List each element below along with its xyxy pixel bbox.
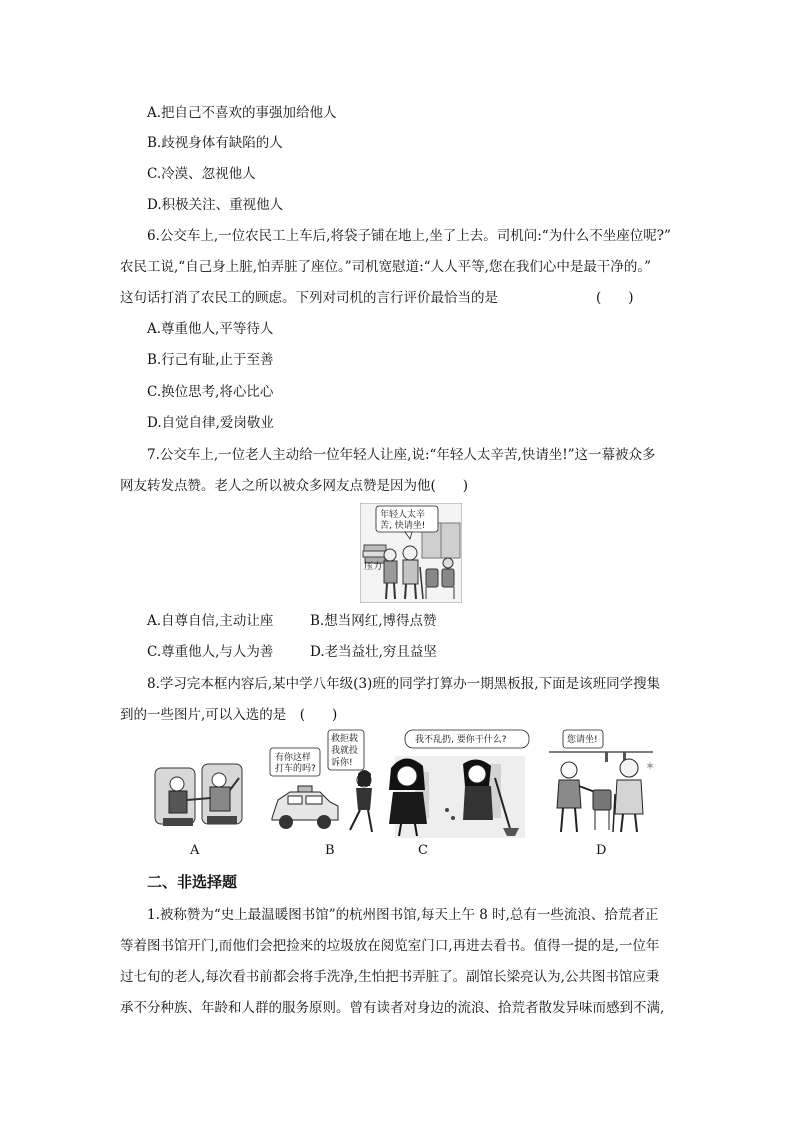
- q7-option-a: A.自尊自信,主动让座: [147, 613, 274, 629]
- q7-option-d: D.老当益壮,穷且益坚: [310, 644, 437, 660]
- q8-b-bubble2-line-3: 诉你!: [331, 758, 353, 768]
- q6-option-a: A.尊重他人,平等待人: [147, 321, 274, 337]
- q8-b-bubble2-line-1: 救拒载: [331, 734, 359, 744]
- q6-answer-paren: ( ): [596, 290, 634, 306]
- q7-stem-line-1: 7.公交车上,一位老人主动给一位年轻人让座,说:“年轻人太辛苦,快请坐!”这一幕被众多: [147, 447, 656, 463]
- q5-option-d: D.积极关注、重视他人: [147, 197, 284, 213]
- q6-option-d: D.自觉自律,爱岗敬业: [147, 415, 274, 431]
- q8-picture-b: [266, 728, 384, 838]
- q8-caption-d: D: [596, 843, 607, 858]
- q8-stem-line-1: 8.学习完本框内容后,某中学八年级(3)班的同学打算办一期黑板报,下面是该班同学搜集: [147, 676, 661, 692]
- q6-option-b: B.行己有耻,止于至善: [147, 352, 274, 368]
- section2-line-3: 过七旬的老人,每次看书前都会将手洗净,生怕把书弄脏了。副馆长梁亮认为,公共图书馆应秉: [120, 969, 660, 985]
- svg-text:✶: ✶: [645, 759, 656, 773]
- q8-picture-d: [545, 728, 657, 838]
- section2-line-2: 等着图书馆开门,而他们会把捡来的垃圾放在阅览室门口,再进去看书。值得一提的是,一位年: [120, 938, 660, 954]
- q7-option-b: B.想当网红,博得点赞: [310, 613, 437, 629]
- q7-option-c: C.尊重他人,与人为善: [147, 644, 274, 660]
- q7-bubble-line-2: 苦, 快请坐!: [380, 521, 426, 531]
- q8-d-bubble: 您请坐!: [567, 735, 598, 745]
- q8-b-bubble1-line-1: 有你这样: [275, 753, 312, 763]
- q8-b-bubble2-line-2: 我就投: [331, 746, 359, 756]
- q8-stem-line-2: 到的一些图片,可以入选的是 ( ): [120, 707, 338, 723]
- q7-pressure-label: 压力: [364, 562, 383, 572]
- q8-c-bubble: 我不乱扔, 要你干什么?: [415, 735, 507, 745]
- q6-option-c: C.换位思考,将心比心: [147, 384, 274, 400]
- q8-caption-a: A: [190, 843, 200, 858]
- q6-stem-line-2: 农民工说,“自己身上脏,怕弄脏了座位。”司机宽慰道:“人人平等,您在我们心中是最干净的。”: [120, 259, 652, 275]
- q8-picture-c: [385, 728, 533, 838]
- q5-option-a: A.把自己不喜欢的事强加给他人: [147, 105, 337, 121]
- q8-b-bubble1-line-2: 打车的吗?: [275, 764, 316, 774]
- q6-stem-line-1: 6.公交车上,一位农民工上车后,将袋子铺在地上,坐了上去。司机问:“为什么不坐座位呢?”: [147, 228, 671, 244]
- q8-caption-c: C: [418, 843, 428, 858]
- q7-stem-line-2: 网友转发点赞。老人之所以被众多网友点赞是因为他( ): [120, 478, 469, 494]
- section2-line-1: 1.被称赞为“史上最温暖图书馆”的杭州图书馆,每天上午 8 时,总有一些流浪、拾荒者正: [147, 907, 659, 923]
- q5-option-c: C.冷漠、忽视他人: [147, 166, 256, 182]
- section2-line-4: 承不分种族、年龄和人群的服务原则。曾有读者对身边的流浪、拾荒者散发异味而感到不满,: [120, 1000, 665, 1016]
- q5-option-b: B.歧视身体有缺陷的人: [147, 135, 283, 151]
- section-heading: 二、非选择题: [147, 873, 238, 891]
- q8-caption-b: B: [325, 843, 335, 858]
- q7-cartoon-image: [360, 503, 462, 603]
- q6-stem-line-3: 这句话打消了农民工的顾虑。下列对司机的言行评价最恰当的是: [120, 290, 498, 306]
- q7-bubble-line-1: 年轻人太辛: [380, 510, 426, 520]
- q8-picture-a: [147, 750, 249, 838]
